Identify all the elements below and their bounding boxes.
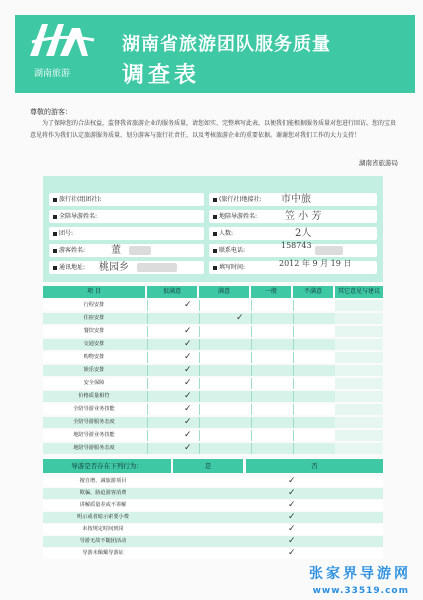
check-mark-icon: ✓	[184, 300, 192, 310]
intro-paragraph: 为了保障您的合法权益，监督我省旅游企业的服务质量，请您如实、完整填写此表，以便我们能根据服务质量对您进行回访。您的宝贵意见将作为我们认定旅游服务质量、划分游客与旅行社责任、以及考核旅游企业的重要依据。谢谢您对我们工作的大力支持！	[30, 120, 397, 139]
conduct-item-label: 未按规定时间到岗	[82, 526, 124, 532]
local-guide-field[interactable]	[209, 210, 377, 223]
survey-item-label: 住宿安排	[83, 315, 105, 321]
comment-cell[interactable]	[335, 339, 383, 350]
check-mark-icon: ✓	[184, 430, 192, 440]
rating-cell[interactable]	[147, 365, 198, 376]
conduct-item-label: 导游无故不随团活动	[79, 538, 127, 544]
survey-header-1: 很满意	[147, 286, 197, 298]
rating-cell[interactable]	[147, 391, 198, 402]
survey-header-4: 不满意	[293, 286, 333, 298]
local-guide-label: 地陪导游姓名:	[219, 213, 258, 220]
local-agency-field[interactable]	[209, 193, 377, 206]
survey-row	[43, 339, 383, 350]
rating-cell[interactable]	[199, 365, 250, 376]
survey-row	[43, 417, 383, 428]
conduct-row	[43, 536, 383, 547]
address-label: 通讯地址:	[59, 264, 86, 271]
rating-cell[interactable]	[147, 443, 198, 454]
survey-item-label: 购物安排	[83, 354, 105, 360]
survey-item-label: 行程安排	[83, 302, 105, 308]
rating-cell[interactable]	[199, 326, 250, 337]
logo-icon	[28, 18, 98, 60]
survey-header-0: 项 目	[43, 286, 145, 298]
comment-cell[interactable]	[335, 326, 383, 337]
conduct-no-cell[interactable]	[246, 512, 383, 523]
survey-item-label: 安全保障	[83, 380, 105, 386]
survey-item-label: 娱乐安排	[83, 367, 105, 373]
rating-cell[interactable]	[293, 365, 334, 376]
check-mark-icon: ✓	[288, 500, 296, 510]
conduct-no-cell[interactable]	[246, 476, 383, 487]
survey-row	[43, 300, 383, 311]
rating-cell[interactable]	[147, 417, 198, 428]
redacted-address	[137, 263, 177, 272]
check-mark-icon: ✓	[184, 339, 192, 349]
comment-cell[interactable]	[335, 443, 383, 454]
form-title-line2: 调查表	[122, 63, 201, 88]
group-field[interactable]	[49, 227, 204, 240]
survey-row	[43, 326, 383, 337]
form-title-line1: 湖南省旅游团队服务质量	[122, 34, 331, 55]
issuer-signature: 湖南省旅游局	[359, 159, 398, 167]
rating-cell[interactable]	[199, 313, 250, 324]
survey-item-label: 全陪导游业务技能	[73, 406, 115, 412]
local-guide-value: 笠 小 芳	[285, 211, 322, 222]
rating-cell[interactable]	[147, 339, 198, 350]
conduct-yes-cell[interactable]	[173, 512, 243, 523]
rating-cell[interactable]	[293, 326, 334, 337]
rating-cell[interactable]	[251, 443, 292, 454]
rating-cell[interactable]	[199, 378, 250, 389]
phone-field[interactable]	[209, 241, 377, 257]
comment-cell[interactable]	[335, 417, 383, 428]
survey-row	[43, 352, 383, 363]
check-mark-icon: ✓	[184, 352, 192, 362]
info-row-name	[43, 241, 383, 258]
rating-cell[interactable]	[251, 300, 292, 311]
rating-cell[interactable]	[147, 300, 198, 311]
conduct-header: 导游是否存在下列行为：	[43, 459, 171, 473]
conduct-row	[43, 524, 383, 535]
rating-cell[interactable]	[199, 404, 250, 415]
check-mark-icon: ✓	[288, 548, 296, 558]
rating-cell[interactable]	[147, 352, 198, 363]
people-value: 2人	[295, 228, 312, 239]
address-field[interactable]	[49, 261, 204, 274]
conduct-row	[43, 476, 383, 487]
name-field[interactable]	[49, 244, 204, 257]
check-mark-icon: ✓	[184, 404, 192, 414]
survey-header-5: 其它意见与建议	[335, 286, 383, 298]
name-label: 游客姓名:	[59, 247, 86, 254]
redacted-name	[129, 246, 151, 255]
survey-item-label: 餐饮安排	[83, 328, 105, 334]
address-value: 桃园乡	[99, 262, 129, 273]
rating-cell[interactable]	[251, 404, 292, 415]
rating-cell[interactable]	[199, 339, 250, 350]
rating-cell[interactable]	[251, 313, 292, 324]
check-mark-icon: ✓	[288, 536, 296, 546]
comment-cell[interactable]	[335, 300, 383, 311]
rating-cell[interactable]	[251, 430, 292, 441]
check-mark-icon: ✓	[184, 391, 192, 401]
conduct-item-label: 擅自增、减旅游项目	[79, 478, 127, 484]
logo-text: 湖南旅游	[34, 69, 71, 79]
rating-cell[interactable]	[147, 404, 198, 415]
conduct-yes-cell[interactable]	[173, 488, 243, 499]
survey-item-label: 地陪导游服务态度	[73, 445, 115, 451]
check-mark-icon: ✓	[288, 524, 296, 534]
comment-cell[interactable]	[335, 391, 383, 402]
rating-cell[interactable]	[147, 378, 198, 389]
survey-header-2: 满意	[199, 286, 249, 298]
rating-cell[interactable]	[199, 430, 250, 441]
conduct-item-label: 欺骗、胁迫游客消费	[79, 490, 127, 496]
check-mark-icon: ✓	[184, 378, 192, 388]
rating-cell[interactable]	[199, 352, 250, 363]
check-mark-icon: ✓	[184, 326, 192, 336]
survey-item-label: 地陪导游业务技能	[73, 432, 115, 438]
tourism-logo	[28, 18, 118, 90]
rating-cell[interactable]	[251, 391, 292, 402]
rating-cell[interactable]	[293, 443, 334, 454]
check-mark-icon: ✓	[288, 512, 296, 522]
conduct-yes-header: 是	[173, 459, 243, 473]
rating-cell[interactable]	[147, 430, 198, 441]
date-value: 2012 年 9 月 19 日	[279, 259, 352, 268]
rating-cell[interactable]	[147, 313, 198, 324]
rating-cell[interactable]	[251, 326, 292, 337]
phone-label: 联系电话:	[219, 247, 246, 254]
date-label: 填写时间:	[219, 264, 246, 271]
conduct-item-label: 明示或者暗示索要小费	[77, 514, 129, 520]
rating-cell[interactable]	[293, 352, 334, 363]
rating-cell[interactable]	[199, 417, 250, 428]
conduct-item-label: 讲解质量差或不讲解	[79, 502, 127, 508]
survey-item-label: 价格质量相符	[78, 393, 110, 399]
conduct-yes-cell[interactable]	[173, 548, 243, 559]
check-mark-icon: ✓	[236, 313, 244, 323]
conduct-row	[43, 512, 383, 523]
conduct-no-cell[interactable]	[246, 524, 383, 535]
rating-cell[interactable]	[251, 378, 292, 389]
survey-item-label: 全陪导游服务态度	[73, 419, 115, 425]
rating-cell[interactable]	[251, 365, 292, 376]
survey-header-3: 一般	[251, 286, 291, 298]
conduct-no-cell[interactable]	[246, 536, 383, 547]
rating-cell[interactable]	[199, 300, 250, 311]
check-mark-icon: ✓	[288, 488, 296, 498]
people-field[interactable]	[209, 227, 377, 240]
agency-field[interactable]	[49, 193, 204, 206]
rating-cell[interactable]	[147, 326, 198, 337]
conduct-no-cell[interactable]	[246, 488, 383, 499]
check-mark-icon: ✓	[288, 476, 296, 486]
local-agency-value: 市中旅	[281, 194, 311, 205]
comment-cell[interactable]	[335, 378, 383, 389]
rating-cell[interactable]	[199, 391, 250, 402]
check-mark-icon: ✓	[184, 443, 192, 453]
survey-row	[43, 430, 383, 441]
rating-cell[interactable]	[199, 443, 250, 454]
conduct-row	[43, 500, 383, 511]
group-label: 团号:	[59, 230, 74, 237]
conduct-yes-cell[interactable]	[173, 524, 243, 535]
rating-cell[interactable]	[251, 352, 292, 363]
date-field[interactable]	[209, 261, 377, 274]
conduct-yes-cell[interactable]	[173, 500, 243, 511]
guide-field[interactable]	[49, 210, 204, 223]
comment-cell[interactable]	[335, 404, 383, 415]
rating-cell[interactable]	[293, 339, 334, 350]
rating-cell[interactable]	[293, 378, 334, 389]
info-row-group	[43, 224, 383, 241]
info-row-agency	[43, 190, 383, 207]
survey-item-label: 交通安排	[83, 341, 105, 347]
guide-label: 全陪导游姓名:	[59, 213, 98, 220]
agency-label: 旅行社(组团社):	[59, 196, 102, 203]
rating-cell[interactable]	[251, 417, 292, 428]
survey-row	[43, 313, 383, 324]
comment-cell[interactable]	[335, 352, 383, 363]
greeting: 尊敬的游客：	[30, 108, 72, 116]
phone-value: 158743	[281, 241, 312, 250]
conduct-row	[43, 488, 383, 499]
conduct-row	[43, 548, 383, 559]
check-mark-icon: ✓	[184, 417, 192, 427]
rating-cell[interactable]	[293, 300, 334, 311]
check-mark-icon: ✓	[184, 365, 192, 375]
comment-cell[interactable]	[335, 365, 383, 376]
local-agency-label: (旅行社)地接社:	[219, 196, 262, 203]
survey-row	[43, 391, 383, 402]
info-row-address	[43, 258, 383, 275]
conduct-yes-cell[interactable]	[173, 476, 243, 487]
rating-cell[interactable]	[293, 404, 334, 415]
conduct-no-header: 否	[246, 459, 383, 473]
people-label: 人数:	[219, 230, 234, 237]
survey-row	[43, 378, 383, 389]
watermark-site-name: 张家界导游网	[309, 566, 411, 582]
rating-cell[interactable]	[293, 430, 334, 441]
satisfaction-table	[43, 286, 383, 458]
rating-cell[interactable]	[251, 339, 292, 350]
conduct-no-cell[interactable]	[246, 500, 383, 511]
conduct-no-cell[interactable]	[246, 548, 383, 559]
survey-row	[43, 443, 383, 454]
conduct-yes-cell[interactable]	[173, 536, 243, 547]
redacted-phone	[315, 246, 343, 255]
survey-row	[43, 365, 383, 376]
watermark-url: www.33519.com	[312, 586, 409, 596]
survey-row	[43, 404, 383, 415]
info-row-guide	[43, 207, 383, 224]
comment-cell[interactable]	[335, 430, 383, 441]
rating-cell[interactable]	[293, 391, 334, 402]
comment-cell[interactable]	[335, 313, 383, 324]
name-value: 董	[111, 245, 121, 256]
conduct-item-label: 导游未佩戴导游证	[82, 550, 124, 556]
visitor-info-box	[43, 176, 383, 282]
rating-cell[interactable]	[293, 313, 334, 324]
rating-cell[interactable]	[293, 417, 334, 428]
